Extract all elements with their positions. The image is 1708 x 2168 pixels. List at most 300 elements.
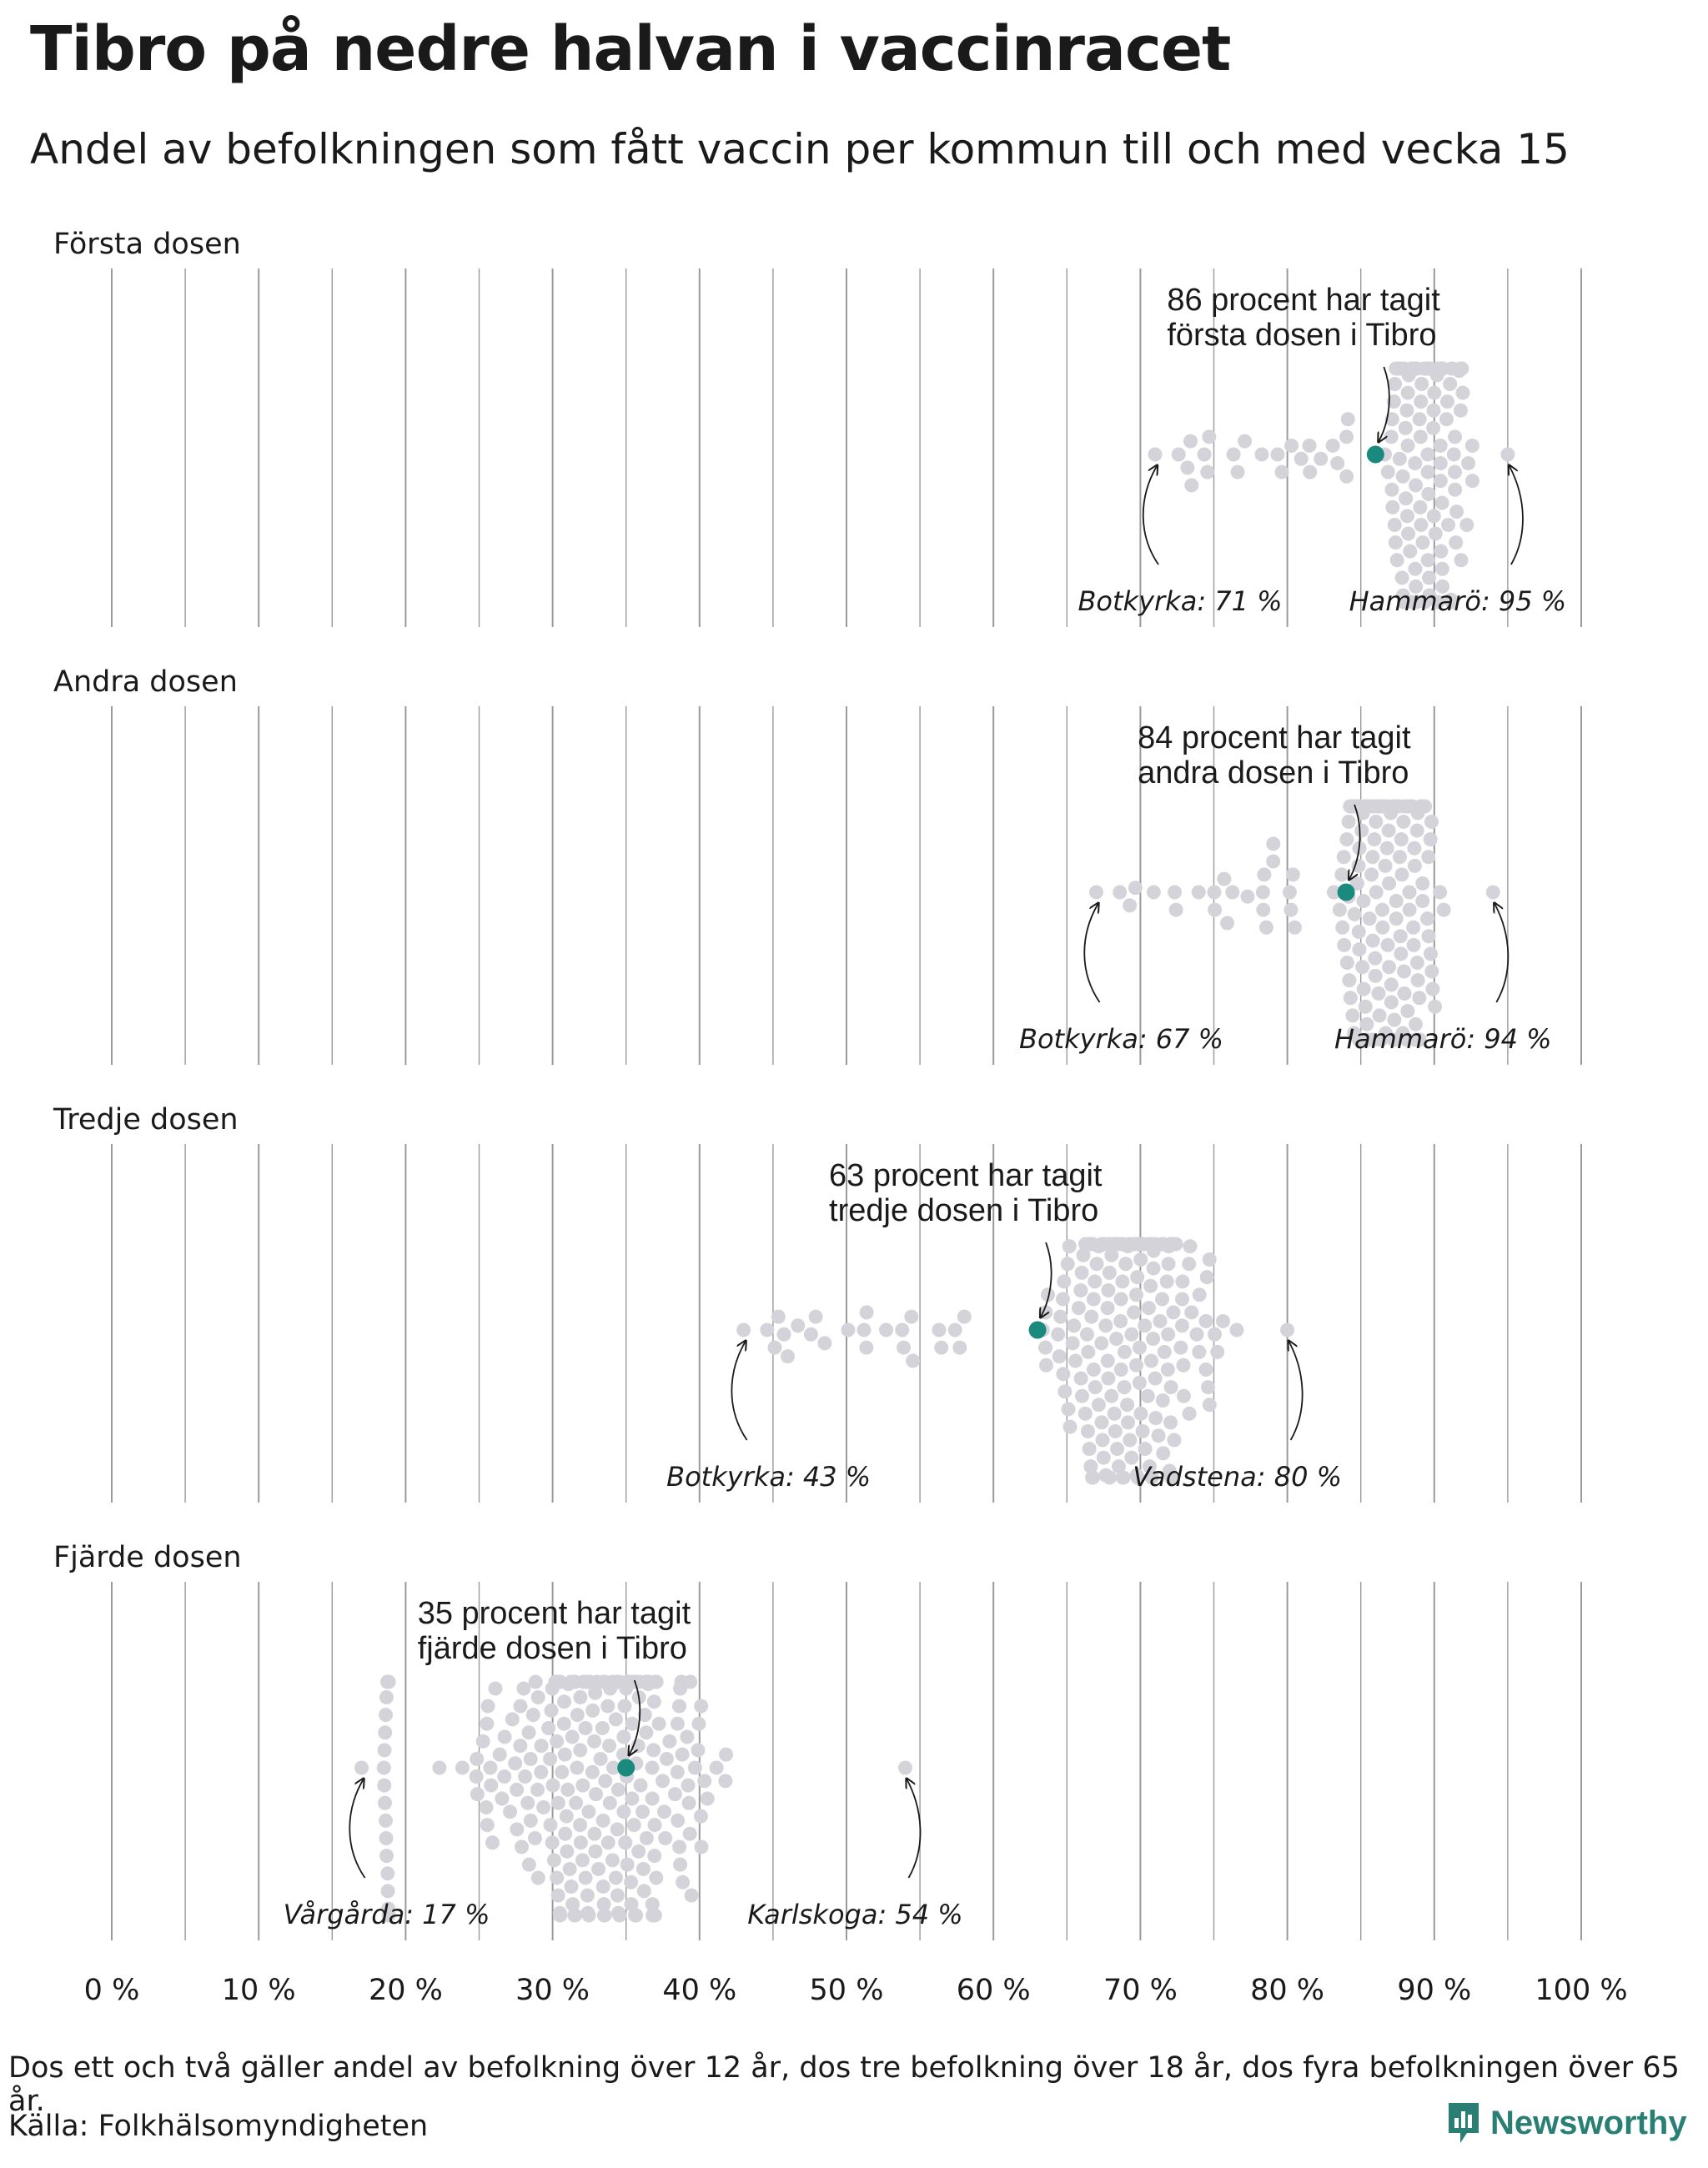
municipality-dot xyxy=(1114,1292,1128,1307)
municipality-dot xyxy=(1335,921,1349,935)
municipality-dot xyxy=(673,1858,687,1872)
municipality-dot xyxy=(1421,850,1435,864)
municipality-dot xyxy=(1454,553,1469,567)
municipality-dot xyxy=(1118,1257,1133,1271)
municipality-dot xyxy=(377,1779,391,1793)
tibro-dot xyxy=(1367,446,1384,464)
newsworthy-logo-icon xyxy=(1447,2101,1480,2145)
municipality-dot xyxy=(1130,1270,1144,1284)
municipality-dot xyxy=(1424,965,1439,979)
municipality-dot xyxy=(558,1748,572,1762)
municipality-dot xyxy=(1175,1274,1189,1288)
municipality-dot xyxy=(1403,545,1417,559)
municipality-dot xyxy=(1375,903,1389,917)
municipality-dot xyxy=(601,1835,615,1849)
municipality-dot xyxy=(656,1774,670,1788)
municipality-dot xyxy=(1172,448,1186,462)
municipality-dot xyxy=(505,1712,520,1726)
municipality-dot xyxy=(498,1730,512,1744)
municipality-dot xyxy=(1138,1318,1152,1332)
max-label: Hammarö: 95 % xyxy=(1349,585,1567,617)
municipality-dot xyxy=(1424,946,1438,961)
municipality-dot xyxy=(575,1853,590,1867)
max-label: Vadstena: 80 % xyxy=(1133,1461,1343,1493)
municipality-dot xyxy=(598,1909,612,1923)
x-tick-label: 30 % xyxy=(515,1974,590,2007)
municipality-dot xyxy=(1401,439,1415,453)
municipality-dot xyxy=(1448,483,1462,497)
municipality-dot xyxy=(432,1761,446,1775)
municipality-dot xyxy=(957,1310,972,1324)
municipality-dot xyxy=(1193,1287,1207,1302)
municipality-dot xyxy=(768,1341,782,1355)
municipality-dot xyxy=(610,1889,625,1903)
municipality-dot xyxy=(553,1909,567,1923)
municipality-dot xyxy=(1284,903,1298,917)
municipality-dot xyxy=(1101,1372,1115,1386)
municipality-dot xyxy=(1086,1471,1100,1485)
municipality-dot xyxy=(1118,1345,1132,1359)
municipality-dot xyxy=(1202,429,1216,444)
municipality-dot xyxy=(382,1675,396,1689)
municipality-dot xyxy=(685,1889,699,1903)
municipality-dot xyxy=(570,1761,584,1775)
municipality-dot xyxy=(1198,1314,1213,1328)
municipality-dot xyxy=(470,1752,484,1766)
municipality-dot xyxy=(1088,1274,1102,1288)
municipality-dot xyxy=(1424,815,1439,829)
municipality-dot xyxy=(618,1835,632,1849)
municipality-dot xyxy=(560,1809,574,1824)
municipality-dot xyxy=(1440,394,1454,409)
municipality-dot xyxy=(1161,1327,1175,1342)
municipality-dot xyxy=(551,1889,565,1903)
municipality-dot xyxy=(624,1875,638,1889)
municipality-dot xyxy=(1403,886,1417,900)
municipality-dot xyxy=(1394,867,1409,881)
municipality-dot xyxy=(660,1752,674,1766)
municipality-dot xyxy=(379,1708,393,1722)
municipality-dot xyxy=(652,1717,666,1731)
municipality-dot xyxy=(1447,448,1461,462)
municipality-dot xyxy=(1109,1332,1123,1346)
municipality-dot xyxy=(817,1336,831,1350)
tibro-annotation: 86 procent har tagit första dosen i Tibro xyxy=(1167,283,1440,353)
municipality-dot xyxy=(493,1748,507,1762)
municipality-dot xyxy=(514,1699,528,1714)
municipality-dot xyxy=(736,1323,751,1337)
max-arrow xyxy=(1289,1342,1303,1440)
municipality-dot xyxy=(1342,815,1356,829)
municipality-dot xyxy=(1133,1376,1147,1390)
municipality-dot xyxy=(898,1761,912,1775)
municipality-dot xyxy=(1363,911,1377,926)
x-tick-label: 80 % xyxy=(1250,1974,1325,2007)
municipality-dot xyxy=(1225,886,1239,900)
municipality-dot xyxy=(1160,1274,1174,1288)
min-arrow xyxy=(349,1779,364,1878)
municipality-dot xyxy=(598,1774,612,1788)
municipality-dot xyxy=(1411,973,1425,987)
municipality-dot xyxy=(480,1818,495,1832)
municipality-dot xyxy=(760,1323,774,1337)
municipality-dot xyxy=(1259,921,1273,935)
municipality-dot xyxy=(1461,456,1475,470)
municipality-dot xyxy=(860,1305,874,1319)
municipality-dot xyxy=(1381,938,1395,952)
municipality-dot xyxy=(1117,1380,1131,1394)
municipality-dot xyxy=(1454,404,1468,418)
municipality-dot xyxy=(545,1835,560,1849)
municipality-dot xyxy=(1067,1318,1081,1332)
municipality-dot xyxy=(1138,1442,1152,1456)
municipality-dot xyxy=(379,1831,393,1845)
municipality-dot xyxy=(480,1717,494,1731)
municipality-dot xyxy=(1449,504,1464,519)
municipality-dot xyxy=(495,1791,509,1805)
municipality-dot xyxy=(1203,1252,1217,1267)
municipality-dot xyxy=(508,1756,522,1770)
municipality-dot xyxy=(1266,855,1280,869)
municipality-dot xyxy=(791,1318,805,1332)
municipality-dot xyxy=(648,1909,662,1923)
municipality-dot xyxy=(557,1694,571,1709)
municipality-dot xyxy=(1465,474,1479,488)
municipality-dot xyxy=(543,1818,557,1832)
municipality-dot xyxy=(600,1699,615,1714)
tibro-annotation: 35 procent har tagit fjärde dosen i Tibro xyxy=(417,1596,691,1666)
municipality-dot xyxy=(620,1858,635,1872)
municipality-dot xyxy=(1101,1301,1115,1315)
municipality-dot xyxy=(1394,946,1408,961)
municipality-dot xyxy=(1257,867,1271,881)
x-tick-label: 0 % xyxy=(83,1974,140,2007)
municipality-dot xyxy=(1123,898,1137,912)
municipality-dot xyxy=(1415,876,1429,891)
min-label: Vårgårda: 17 % xyxy=(283,1899,490,1930)
municipality-dot xyxy=(676,1748,690,1762)
municipality-dot xyxy=(671,1814,685,1828)
municipality-dot xyxy=(531,1871,545,1885)
municipality-dot xyxy=(1210,1345,1224,1359)
municipality-dot xyxy=(1184,1305,1198,1319)
municipality-dot xyxy=(1072,1301,1086,1315)
municipality-dot xyxy=(379,1690,394,1704)
municipality-dot xyxy=(1339,469,1354,484)
municipality-dot xyxy=(1207,886,1221,900)
municipality-dot xyxy=(596,1814,610,1828)
municipality-dot xyxy=(647,1849,661,1863)
municipality-dot xyxy=(1084,1310,1098,1324)
municipality-dot xyxy=(1156,1446,1170,1460)
municipality-dot xyxy=(1333,903,1347,917)
municipality-dot xyxy=(503,1804,517,1819)
municipality-dot xyxy=(534,1765,548,1779)
municipality-dot xyxy=(636,1862,651,1876)
municipality-dot xyxy=(1448,465,1462,479)
municipality-dot xyxy=(1341,412,1355,426)
municipality-dot xyxy=(1094,1415,1108,1429)
panel-label: Andra dosen xyxy=(53,665,238,699)
municipality-dot xyxy=(1288,921,1302,935)
municipality-dot xyxy=(1399,491,1413,505)
municipality-dot xyxy=(1366,934,1380,948)
municipality-dot xyxy=(1379,859,1393,873)
brand-logo xyxy=(1447,2101,1687,2145)
municipality-dot xyxy=(1057,1384,1072,1398)
municipality-dot xyxy=(1409,478,1423,492)
municipality-dot xyxy=(1397,986,1411,1001)
municipality-dot xyxy=(1156,1393,1170,1408)
municipality-dot xyxy=(1057,1274,1071,1288)
municipality-dot xyxy=(1143,1279,1158,1293)
municipality-dot xyxy=(1256,886,1270,900)
municipality-dot xyxy=(676,1875,690,1889)
municipality-dot xyxy=(1429,527,1443,541)
municipality-dot xyxy=(897,1341,911,1355)
municipality-dot xyxy=(1094,1336,1108,1350)
municipality-dot xyxy=(691,1717,706,1731)
municipality-dot xyxy=(1087,1363,1101,1377)
municipality-dot xyxy=(771,1310,786,1324)
municipality-dot xyxy=(1115,1274,1129,1288)
municipality-dot xyxy=(1303,465,1317,479)
municipality-dot xyxy=(1062,1403,1076,1417)
municipality-dot xyxy=(354,1761,369,1775)
municipality-dot xyxy=(1148,1411,1163,1425)
municipality-dot xyxy=(645,1761,659,1775)
x-tick-label: 50 % xyxy=(809,1974,884,2007)
municipality-dot xyxy=(1434,545,1448,559)
municipality-dot xyxy=(1175,1318,1189,1332)
municipality-dot xyxy=(1104,1389,1118,1403)
municipality-dot xyxy=(560,1844,574,1859)
municipality-dot xyxy=(578,1721,592,1735)
municipality-dot xyxy=(649,1871,663,1885)
municipality-dot xyxy=(1220,916,1234,930)
municipality-dot xyxy=(378,1725,392,1739)
municipality-dot xyxy=(1400,509,1414,523)
municipality-dot xyxy=(616,1730,630,1744)
municipality-dot xyxy=(694,1699,708,1714)
municipality-dot xyxy=(1201,1380,1215,1394)
municipality-dot xyxy=(662,1734,676,1749)
brand-name: Newsworthy xyxy=(1490,2104,1687,2141)
municipality-dot xyxy=(529,1675,543,1689)
municipality-dot xyxy=(585,1765,600,1779)
municipality-dot xyxy=(1500,448,1515,462)
municipality-dot xyxy=(1357,982,1371,996)
municipality-dot xyxy=(530,1783,545,1797)
municipality-dot xyxy=(1393,452,1407,466)
municipality-dot xyxy=(694,1840,708,1854)
municipality-dot xyxy=(697,1774,711,1788)
municipality-dot xyxy=(1208,903,1222,917)
municipality-dot xyxy=(1183,1407,1197,1421)
municipality-dot xyxy=(568,1909,582,1923)
municipality-dot xyxy=(1103,1471,1117,1485)
municipality-dot xyxy=(1128,881,1143,895)
municipality-dot xyxy=(1074,1372,1088,1386)
municipality-dot xyxy=(1443,377,1457,391)
municipality-dot xyxy=(1428,1000,1442,1014)
panel xyxy=(53,1103,1342,1493)
municipality-dot xyxy=(555,1765,569,1779)
municipality-dot xyxy=(546,1779,560,1793)
municipality-dot xyxy=(671,1765,685,1779)
municipality-dot xyxy=(934,1341,948,1355)
x-tick-label: 20 % xyxy=(368,1974,443,2007)
municipality-dot xyxy=(1425,982,1439,996)
min-label: Botkyrka: 67 % xyxy=(1018,1023,1224,1055)
municipality-dot xyxy=(1459,518,1474,532)
municipality-dot xyxy=(932,1323,946,1337)
municipality-dot xyxy=(574,1835,588,1849)
municipality-dot xyxy=(1384,483,1399,497)
municipality-dot xyxy=(906,1353,920,1368)
municipality-dot xyxy=(1089,886,1103,900)
municipality-dot xyxy=(1192,1345,1206,1359)
municipality-dot xyxy=(1421,465,1435,479)
municipality-dot xyxy=(378,1796,392,1810)
x-tick-label: 90 % xyxy=(1397,1974,1472,2007)
municipality-dot xyxy=(719,1748,733,1762)
x-tick-label: 100 % xyxy=(1535,1974,1628,2007)
municipality-dot xyxy=(1098,1318,1113,1332)
municipality-dot xyxy=(550,1734,564,1749)
municipality-dot xyxy=(1337,850,1351,864)
municipality-dot xyxy=(1401,386,1415,400)
municipality-dot xyxy=(1183,1239,1197,1253)
municipality-dot xyxy=(1096,1433,1110,1448)
municipality-dot xyxy=(1056,1292,1070,1307)
municipality-dot xyxy=(1352,942,1366,956)
municipality-dot xyxy=(585,1704,600,1718)
municipality-dot xyxy=(1133,1252,1148,1267)
municipality-dot xyxy=(710,1761,724,1775)
municipality-dot xyxy=(1136,1424,1150,1438)
municipality-dot xyxy=(485,1835,500,1849)
municipality-dot xyxy=(1418,800,1432,814)
municipality-dot xyxy=(1097,1451,1111,1465)
municipality-dot xyxy=(1330,456,1344,470)
municipality-dot xyxy=(1208,1327,1222,1342)
municipality-dot xyxy=(1101,1353,1115,1368)
municipality-dot xyxy=(1133,1407,1148,1421)
municipality-dot xyxy=(631,1844,646,1859)
municipality-dot xyxy=(1147,1262,1161,1276)
municipality-dot xyxy=(1183,434,1198,449)
municipality-dot xyxy=(1388,518,1402,532)
municipality-dot xyxy=(879,1323,893,1337)
municipality-dot xyxy=(1153,1314,1167,1328)
municipality-dot xyxy=(1433,886,1447,900)
municipality-dot xyxy=(1080,1327,1094,1342)
municipality-dot xyxy=(1408,456,1422,470)
municipality-dot xyxy=(672,1699,686,1714)
municipality-dot xyxy=(515,1840,529,1854)
municipality-dot xyxy=(627,1818,641,1832)
municipality-dot xyxy=(1356,894,1370,908)
municipality-dot xyxy=(594,1752,608,1766)
municipality-dot xyxy=(1414,394,1428,409)
panel xyxy=(53,665,1552,1055)
municipality-dot xyxy=(1415,894,1429,908)
municipality-dot xyxy=(1123,1433,1137,1448)
municipality-dot xyxy=(609,1712,623,1726)
municipality-dot xyxy=(1407,841,1421,856)
panel-label: Fjärde dosen xyxy=(53,1541,242,1574)
tibro-annotation: 84 procent har tagit andra dosen i Tibro xyxy=(1138,720,1411,790)
min-label: Botkyrka: 71 % xyxy=(1078,585,1283,617)
municipality-dot xyxy=(952,1341,967,1355)
municipality-dot xyxy=(625,1717,639,1731)
municipality-dot xyxy=(551,1796,565,1810)
municipality-dot xyxy=(646,1791,660,1805)
municipality-dot xyxy=(1372,986,1386,1001)
municipality-dot xyxy=(691,1743,705,1757)
municipality-dot xyxy=(1216,1314,1230,1328)
municipality-dot xyxy=(683,1827,697,1841)
municipality-dot xyxy=(857,1323,872,1337)
municipality-dot xyxy=(1075,1389,1089,1403)
municipality-dot xyxy=(1412,991,1426,1005)
municipality-dot xyxy=(647,1694,661,1709)
municipality-dot xyxy=(672,1840,686,1854)
municipality-dot xyxy=(550,1871,564,1885)
municipality-dot xyxy=(1448,429,1462,444)
municipality-dot xyxy=(1113,1314,1128,1328)
municipality-dot xyxy=(637,1884,651,1898)
municipality-dot xyxy=(1403,903,1417,917)
municipality-dot xyxy=(718,1774,732,1788)
municipality-dot xyxy=(680,1730,694,1744)
municipality-dot xyxy=(489,1681,503,1695)
municipality-dot xyxy=(610,1822,625,1836)
municipality-dot xyxy=(595,1721,610,1735)
tibro-dot xyxy=(617,1759,635,1777)
municipality-dot xyxy=(603,1796,617,1810)
municipality-dot xyxy=(1101,1283,1115,1297)
municipality-dot xyxy=(573,1690,587,1704)
municipality-dot xyxy=(1342,973,1356,987)
municipality-dot xyxy=(520,1796,535,1810)
municipality-dot xyxy=(536,1800,550,1814)
municipality-dot xyxy=(1414,377,1429,391)
municipality-dot xyxy=(1083,1442,1097,1456)
municipality-dot xyxy=(1382,960,1396,974)
municipality-dot xyxy=(1389,535,1403,550)
municipality-dot xyxy=(1294,452,1309,466)
municipality-dot xyxy=(565,1730,580,1744)
municipality-dot xyxy=(1114,1363,1128,1377)
municipality-dot xyxy=(1427,386,1441,400)
x-tick-label: 70 % xyxy=(1103,1974,1178,2007)
municipality-dot xyxy=(1163,1415,1178,1429)
municipality-dot xyxy=(1088,1380,1103,1394)
municipality-dot xyxy=(1266,836,1280,851)
municipality-dot xyxy=(1397,965,1411,979)
municipality-dot xyxy=(1254,448,1268,462)
municipality-dot xyxy=(1147,886,1161,900)
municipality-dot xyxy=(639,1725,653,1739)
municipality-dot xyxy=(483,1761,497,1775)
municipality-dot xyxy=(1408,562,1422,576)
municipality-dot xyxy=(681,1779,696,1793)
municipality-dot xyxy=(1177,1389,1191,1403)
municipality-dot xyxy=(904,1310,918,1324)
municipality-dot xyxy=(564,1879,578,1894)
